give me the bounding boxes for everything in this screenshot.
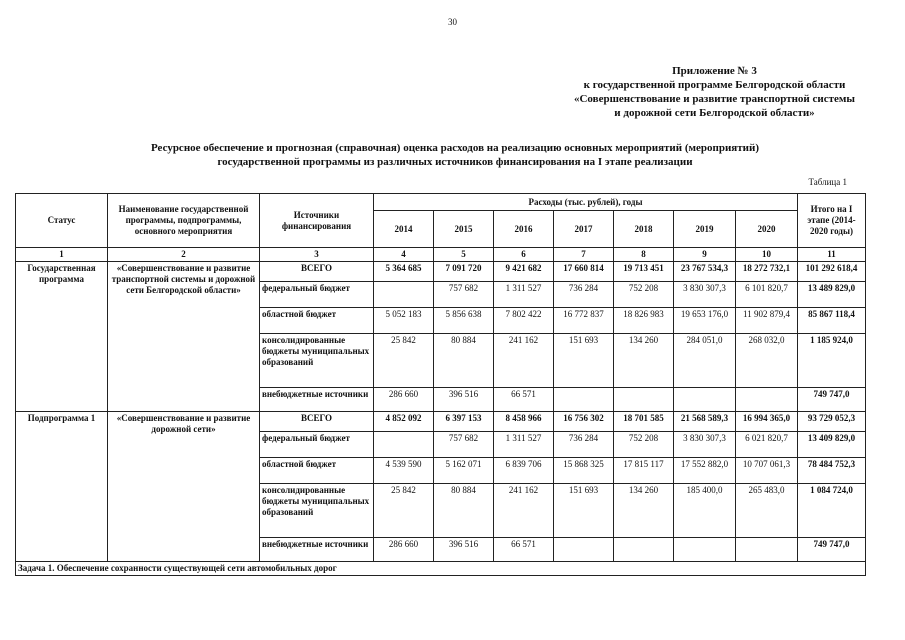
- appendix-line-4: и дорожной сети Белгородской области»: [614, 107, 815, 119]
- task-title: Задача 1. Обеспечение сохранности существующей сети автомобильных дорог: [16, 562, 866, 576]
- column-index: 5: [434, 248, 494, 262]
- value-cell: 134 260: [614, 484, 674, 538]
- value-cell: 25 842: [374, 334, 434, 388]
- source-cell: областной бюджет: [260, 458, 374, 484]
- value-cell: 19 653 176,0: [674, 308, 736, 334]
- value-cell: 151 693: [554, 484, 614, 538]
- column-index: 6: [494, 248, 554, 262]
- header-year: 2014: [374, 211, 434, 248]
- value-cell: 8 458 966: [494, 412, 554, 432]
- value-cell: 1 311 527: [494, 432, 554, 458]
- value-cell: 752 208: [614, 282, 674, 308]
- value-cell: 4 852 092: [374, 412, 434, 432]
- value-cell: 18 826 983: [614, 308, 674, 334]
- value-cell: 5 856 638: [434, 308, 494, 334]
- total-cell: 85 867 118,4: [798, 308, 866, 334]
- total-cell: 1 084 724,0: [798, 484, 866, 538]
- value-cell: 6 839 706: [494, 458, 554, 484]
- total-cell: 13 489 829,0: [798, 282, 866, 308]
- value-cell: 17 552 882,0: [674, 458, 736, 484]
- table-row: [16, 262, 866, 282]
- header-year: 2017: [554, 211, 614, 248]
- header-total: Итого на I этапе (2014-2020 годы): [798, 194, 866, 248]
- task-row: [16, 562, 866, 576]
- value-cell: 80 884: [434, 484, 494, 538]
- header-year: 2020: [736, 211, 798, 248]
- source-cell: ВСЕГО: [260, 412, 374, 432]
- total-cell: 749 747,0: [798, 388, 866, 412]
- status-cell: Подпрограмма 1: [16, 412, 108, 562]
- value-cell: 1 311 527: [494, 282, 554, 308]
- total-cell: 101 292 618,4: [798, 262, 866, 282]
- appendix-line-3: «Совершенствование и развитие транспортной системы: [573, 93, 855, 105]
- value-cell: [614, 538, 674, 562]
- value-cell: [554, 538, 614, 562]
- header-expenses: Расходы (тыс. рублей), годы: [374, 194, 798, 211]
- column-index: 4: [374, 248, 434, 262]
- value-cell: 23 767 534,3: [674, 262, 736, 282]
- source-cell: федеральный бюджет: [260, 282, 374, 308]
- value-cell: 736 284: [554, 282, 614, 308]
- column-index: 9: [674, 248, 736, 262]
- table-label: Таблица 1: [808, 177, 847, 187]
- header-name: Наименование государственной программы, подпрограммы, основного мероприятия: [108, 194, 260, 248]
- value-cell: 268 032,0: [736, 334, 798, 388]
- header-sources: Источники финансирования: [260, 194, 374, 248]
- appendix-line-2: к государственной программе Белгородской области: [583, 79, 846, 91]
- funding-table: [15, 193, 866, 576]
- value-cell: 11 902 879,4: [736, 308, 798, 334]
- source-cell: ВСЕГО: [260, 262, 374, 282]
- value-cell: 80 884: [434, 334, 494, 388]
- column-index-row: [16, 248, 866, 262]
- value-cell: 9 421 682: [494, 262, 554, 282]
- appendix-line-1: Приложение № 3: [672, 65, 757, 77]
- value-cell: 16 772 837: [554, 308, 614, 334]
- value-cell: 18 701 585: [614, 412, 674, 432]
- value-cell: [736, 538, 798, 562]
- value-cell: [374, 282, 434, 308]
- value-cell: 185 400,0: [674, 484, 736, 538]
- value-cell: 17 815 117: [614, 458, 674, 484]
- value-cell: 19 713 451: [614, 262, 674, 282]
- value-cell: 16 756 302: [554, 412, 614, 432]
- value-cell: 6 021 820,7: [736, 432, 798, 458]
- value-cell: [736, 388, 798, 412]
- column-index: 11: [798, 248, 866, 262]
- value-cell: 3 830 307,3: [674, 432, 736, 458]
- value-cell: 284 051,0: [674, 334, 736, 388]
- value-cell: 15 868 325: [554, 458, 614, 484]
- value-cell: 757 682: [434, 282, 494, 308]
- value-cell: [674, 388, 736, 412]
- header-status: Статус: [16, 194, 108, 248]
- value-cell: [614, 388, 674, 412]
- title-line-2: государственной программы из различных источников финансирования на I этапе реализации: [217, 156, 693, 168]
- value-cell: [554, 388, 614, 412]
- source-cell: консолидированные бюджеты муниципальных образований: [260, 484, 374, 538]
- value-cell: 25 842: [374, 484, 434, 538]
- column-index: 3: [260, 248, 374, 262]
- value-cell: 752 208: [614, 432, 674, 458]
- value-cell: 5 162 071: [434, 458, 494, 484]
- table-row: [16, 412, 866, 432]
- document-title: [60, 141, 850, 169]
- value-cell: 265 483,0: [736, 484, 798, 538]
- header-year: 2019: [674, 211, 736, 248]
- value-cell: 286 660: [374, 388, 434, 412]
- value-cell: 6 397 153: [434, 412, 494, 432]
- source-cell: внебюджетные источники: [260, 538, 374, 562]
- value-cell: 4 539 590: [374, 458, 434, 484]
- total-cell: 78 484 752,3: [798, 458, 866, 484]
- value-cell: 134 260: [614, 334, 674, 388]
- program-name-cell: «Совершенствование и развитие дорожной сети»: [108, 412, 260, 562]
- value-cell: 66 571: [494, 538, 554, 562]
- total-cell: 1 185 924,0: [798, 334, 866, 388]
- title-line-1: Ресурсное обеспечение и прогнозная (справочная) оценка расходов на реализацию основных мероприятий (мероприятий): [150, 142, 759, 154]
- total-cell: 749 747,0: [798, 538, 866, 562]
- value-cell: 17 660 814: [554, 262, 614, 282]
- value-cell: 7 802 422: [494, 308, 554, 334]
- total-cell: 93 729 052,3: [798, 412, 866, 432]
- value-cell: 66 571: [494, 388, 554, 412]
- value-cell: 7 091 720: [434, 262, 494, 282]
- table-body: [16, 262, 866, 576]
- header-year: 2018: [614, 211, 674, 248]
- value-cell: 10 707 061,3: [736, 458, 798, 484]
- value-cell: 3 830 307,3: [674, 282, 736, 308]
- source-cell: консолидированные бюджеты муниципальных образований: [260, 334, 374, 388]
- value-cell: 21 568 589,3: [674, 412, 736, 432]
- header-year: 2016: [494, 211, 554, 248]
- value-cell: 6 101 820,7: [736, 282, 798, 308]
- value-cell: 241 162: [494, 334, 554, 388]
- value-cell: [674, 538, 736, 562]
- value-cell: 5 364 685: [374, 262, 434, 282]
- value-cell: 151 693: [554, 334, 614, 388]
- column-index: 8: [614, 248, 674, 262]
- value-cell: 16 994 365,0: [736, 412, 798, 432]
- page-number: 30: [448, 17, 457, 27]
- column-index: 7: [554, 248, 614, 262]
- column-index: 1: [16, 248, 108, 262]
- column-index: 10: [736, 248, 798, 262]
- source-cell: федеральный бюджет: [260, 432, 374, 458]
- total-cell: 13 409 829,0: [798, 432, 866, 458]
- value-cell: 396 516: [434, 538, 494, 562]
- header-year: 2015: [434, 211, 494, 248]
- program-name-cell: «Совершенствование и развитие транспортной системы и дорожной сети Белгородской области»: [108, 262, 260, 412]
- column-index: 2: [108, 248, 260, 262]
- appendix-heading: [574, 64, 855, 120]
- value-cell: 736 284: [554, 432, 614, 458]
- value-cell: 286 660: [374, 538, 434, 562]
- value-cell: 757 682: [434, 432, 494, 458]
- source-cell: областной бюджет: [260, 308, 374, 334]
- value-cell: 18 272 732,1: [736, 262, 798, 282]
- status-cell: Государственная программа: [16, 262, 108, 412]
- value-cell: 5 052 183: [374, 308, 434, 334]
- value-cell: [374, 432, 434, 458]
- value-cell: 241 162: [494, 484, 554, 538]
- source-cell: внебюджетные источники: [260, 388, 374, 412]
- value-cell: 396 516: [434, 388, 494, 412]
